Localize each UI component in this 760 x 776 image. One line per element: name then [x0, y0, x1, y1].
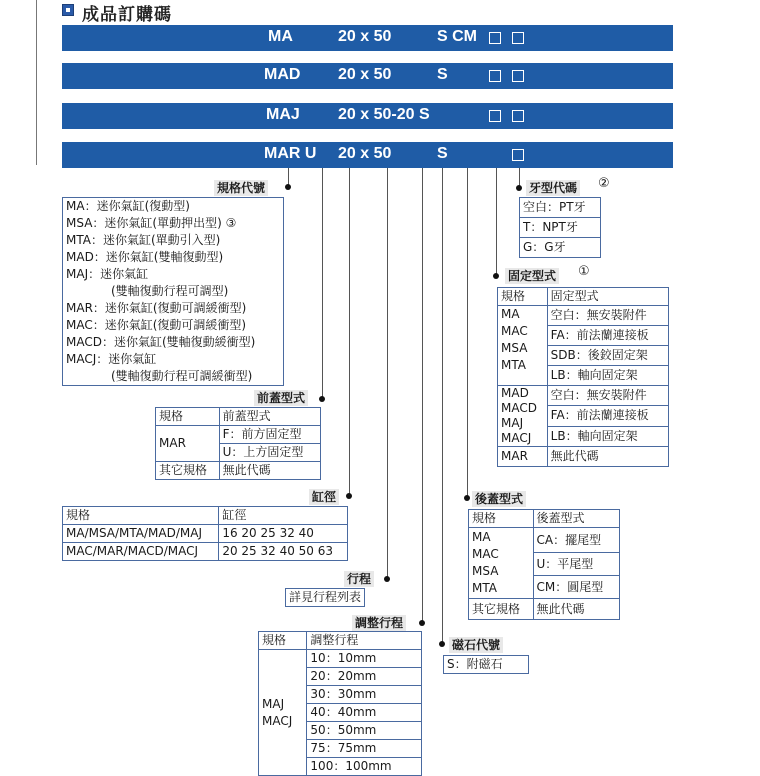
cell-mount: LB：軸向固定架: [547, 366, 668, 386]
order-code-bar-mar: [62, 142, 673, 168]
bore-table: [62, 506, 348, 561]
front-cover-table: [155, 407, 321, 480]
spec-row: MA：迷你氣缸(復動型): [63, 198, 284, 216]
option-box-icon: [512, 69, 524, 87]
bar-size: 20 x 50-20 S: [338, 106, 430, 123]
thread-code-header: 牙型代碼: [526, 180, 580, 196]
order-code-bar-mad: [62, 63, 673, 89]
connector-line: [442, 168, 443, 644]
bar-size: 20 x 50: [338, 28, 392, 45]
cell-rear: CA：擺尾型: [533, 528, 619, 553]
magnet-table: [443, 655, 529, 674]
square-bullet-icon: [62, 4, 74, 16]
option-box-icon: [512, 109, 524, 127]
cell-adjust: 50：50mm: [307, 722, 422, 740]
cell-adjust: 10：10mm: [307, 650, 422, 668]
bar-size: 20 x 50: [338, 66, 392, 83]
option-box-icon: [489, 69, 501, 87]
spec-row: MAJ：迷你氣缸: [63, 266, 284, 283]
cell-mount: 空白：無安裝附件: [547, 386, 668, 406]
adjust-stroke-header: 調整行程: [352, 615, 406, 631]
spec-row: MSA：迷你氣缸(單動押出型) ③: [63, 215, 284, 232]
bar-size: 20 x 50: [338, 145, 392, 162]
cell-rear: U：平尾型: [533, 553, 619, 576]
connector-dot: [285, 184, 291, 190]
mounting-type-header: 固定型式: [505, 268, 559, 284]
rear-cover-header: 後蓋型式: [472, 491, 526, 507]
cell-adjust: 30：30mm: [307, 686, 422, 704]
spec-code-table: [62, 197, 284, 386]
option-box-icon: [489, 31, 501, 49]
col-spec: 規格: [469, 510, 534, 528]
connector-dot: [464, 495, 470, 501]
cell-mount: 空白：無安裝附件: [547, 306, 668, 326]
cell-none: 無此代碼: [219, 462, 320, 480]
cell-models: MA/MSA/MTA/MAD/MAJ: [63, 525, 219, 543]
bar-model: MAR U: [264, 145, 317, 162]
option-box-icon: [489, 109, 501, 127]
bar-code: S: [437, 66, 448, 83]
option-box-icon: [512, 31, 524, 49]
connector-dot: [419, 620, 425, 626]
connector-line: [322, 168, 323, 400]
connector-dot: [346, 493, 352, 499]
bore-header: 缸徑: [309, 489, 339, 505]
cell-adjust: 20：20mm: [307, 668, 422, 686]
cell-other: 其它規格: [156, 462, 220, 480]
connector-line: [467, 168, 468, 498]
cell-thread: G：G牙: [520, 238, 601, 258]
connector-dot: [516, 185, 522, 191]
connector-dot: [384, 576, 390, 582]
spec-row: MAC：迷你氣缸(復動可調緩衝型): [63, 317, 284, 334]
cell-stroke: 詳見行程列表: [286, 589, 365, 607]
cell-sizes: 20 25 32 40 50 63: [219, 543, 348, 561]
bar-model: MA: [268, 28, 293, 45]
connector-line: [496, 168, 497, 276]
bar-code: S CM: [437, 28, 477, 45]
mounting-type-table: [497, 287, 669, 467]
cell-rear: CM：圓尾型: [533, 576, 619, 599]
cell-magnet: S：附磁石: [444, 656, 529, 674]
adjust-stroke-table: [258, 631, 422, 776]
connector-line: [422, 168, 423, 623]
cell-adjust: 100：100mm: [307, 758, 422, 776]
page-title: 成品訂購碼: [82, 5, 172, 25]
cell-mount: FA：前法蘭連接板: [547, 406, 668, 426]
spec-row: MAD：迷你氣缸(雙軸復動型): [63, 249, 284, 266]
col-bore: 缸徑: [219, 507, 348, 525]
cell-mount: SDB：後鉸固定架: [547, 346, 668, 366]
cell-models: MAD MACD MAJ MACJ: [498, 386, 548, 447]
connector-dot: [493, 273, 499, 279]
cell-none: 無此代碼: [533, 599, 619, 620]
connector-dot: [439, 641, 445, 647]
spec-row: MTA：迷你氣缸(單動引入型): [63, 232, 284, 249]
col-front-cover: 前蓋型式: [219, 408, 320, 426]
cell-models: MAJ MACJ: [259, 650, 307, 776]
cell-f: F：前方固定型: [219, 426, 320, 444]
spec-row: MACJ：迷你氣缸: [63, 351, 284, 368]
order-code-bar-maj: [62, 103, 673, 129]
left-guide-line: [36, 0, 37, 165]
connector-line: [349, 168, 350, 496]
cell-models: MAC/MAR/MACD/MACJ: [63, 543, 219, 561]
front-cover-header: 前蓋型式: [254, 390, 308, 406]
thread-code-table: [519, 197, 601, 258]
cell-adjust: 40：40mm: [307, 704, 422, 722]
cell-sizes: 16 20 25 32 40: [219, 525, 348, 543]
spec-row: MACD：迷你氣缸(雙軸復動緩衝型): [63, 334, 284, 351]
col-adjust: 調整行程: [307, 632, 422, 650]
connector-dot: [319, 396, 325, 402]
cell-thread: 空白：PT牙: [520, 198, 601, 218]
col-mount: 固定型式: [547, 288, 668, 306]
cell-mount: FA：前法蘭連接板: [547, 326, 668, 346]
spec-row: (雙軸復動行程可調型): [63, 283, 284, 300]
cell-u: U：上方固定型: [219, 444, 320, 462]
bar-model: MAD: [264, 66, 301, 83]
spec-row: MAR：迷你氣缸(復動可調緩衝型): [63, 300, 284, 317]
connector-line: [387, 168, 388, 579]
bar-code: S: [437, 145, 448, 162]
cell-mar: MAR: [498, 447, 548, 467]
note-mark: ②: [598, 176, 610, 191]
spec-code-header: 規格代號: [214, 180, 268, 196]
bar-model: MAJ: [266, 106, 300, 123]
cell-thread: T：NPT牙: [520, 218, 601, 238]
col-rear-cover: 後蓋型式: [533, 510, 619, 528]
col-spec: 規格: [498, 288, 548, 306]
cell-none: 無此代碼: [547, 447, 668, 467]
cell-models: MA MAC MSA MTA: [469, 528, 534, 599]
cell-mount: LB：軸向固定架: [547, 426, 668, 446]
order-code-bar-ma: [62, 25, 673, 51]
col-spec: 規格: [63, 507, 219, 525]
cell-other: 其它規格: [469, 599, 534, 620]
rear-cover-table: [468, 509, 620, 620]
col-spec: 規格: [156, 408, 220, 426]
option-box-icon: [512, 148, 524, 166]
cell-adjust: 75：75mm: [307, 740, 422, 758]
note-mark: ①: [578, 264, 590, 279]
magnet-header: 磁石代號: [449, 637, 503, 653]
col-spec: 規格: [259, 632, 307, 650]
stroke-header: 行程: [344, 571, 374, 587]
spec-row: (雙軸復動行程可調緩衝型): [63, 368, 284, 386]
cell-mar: MAR: [156, 426, 220, 462]
cell-models: MA MAC MSA MTA: [498, 306, 548, 386]
stroke-table: [285, 588, 365, 607]
